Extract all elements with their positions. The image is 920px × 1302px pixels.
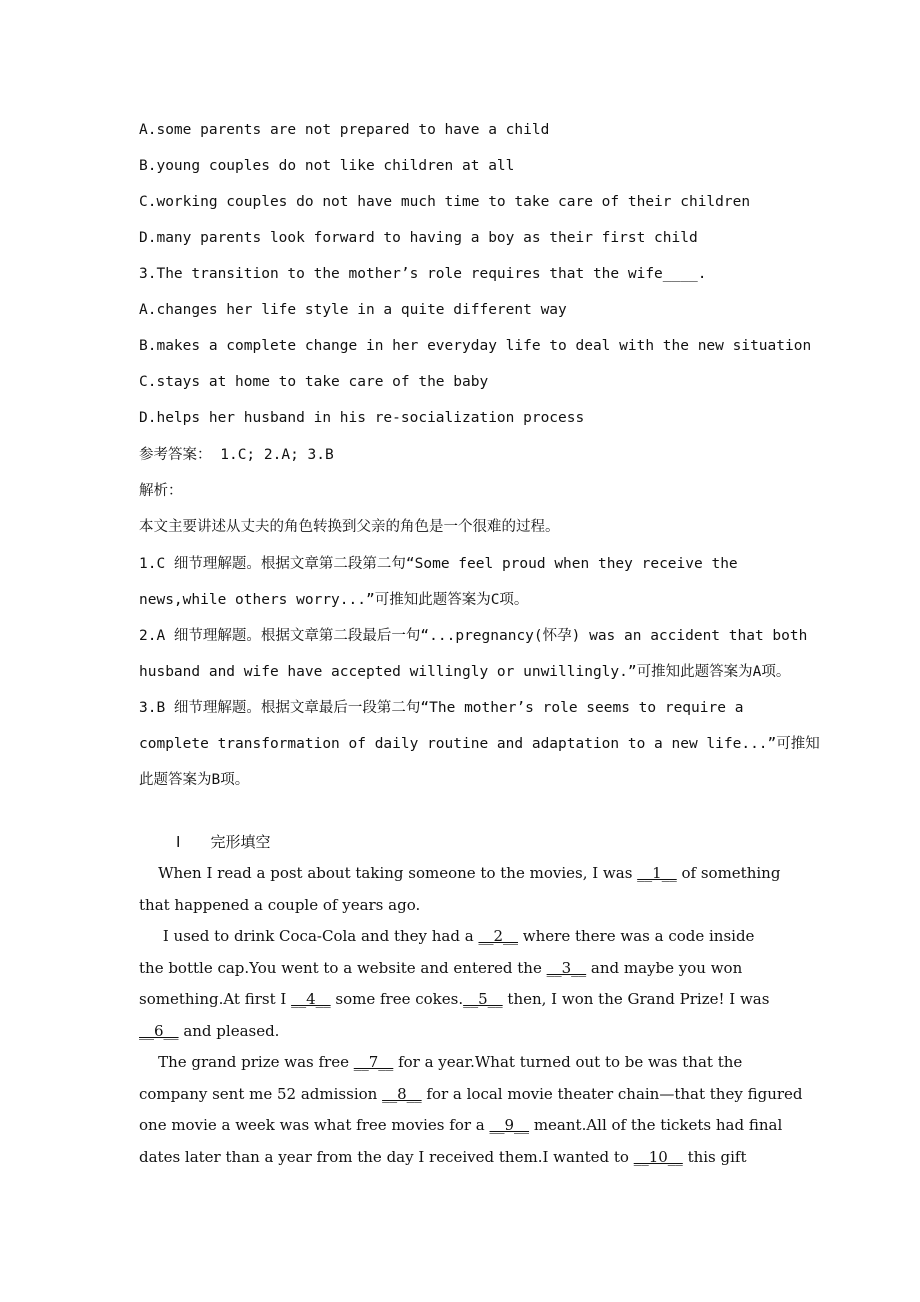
cloze-p2-line3 (139, 989, 769, 1009)
analysis-item2-line1: 2.A 细节理解题。根据文章第二段最后一句“...pregnancy(怀孕) was an accident that both (139, 628, 808, 644)
cloze-p3-line1 (139, 1052, 742, 1072)
cloze-p1-line2: that happened a couple of years ago. (139, 896, 421, 914)
section-title: 完形填空 (210, 833, 271, 851)
q2-option-b: B.young couples do not like children at all (139, 158, 515, 174)
analysis-item3-line3: 此题答案为B项。 (139, 772, 250, 788)
blank-5: __5__ (463, 990, 503, 1008)
text-run: company sent me 52 admission (139, 1085, 383, 1103)
blank-2: __2__ (478, 927, 519, 945)
blank-8: __8__ (382, 1085, 422, 1103)
answer-line (139, 445, 334, 465)
analysis-item1-line1: 1.C 细节理解题。根据文章第二段第二句“Some feel proud when they receive the (139, 556, 738, 572)
cloze-p3-line4 (139, 1147, 747, 1167)
cloze-p1-line1 (139, 863, 780, 883)
analysis-label: 解析： (139, 483, 183, 499)
blank-7: __7__ (353, 1053, 394, 1071)
q2-option-a: A.some parents are not prepared to have a child (139, 122, 550, 138)
blank-9: __9__ (489, 1116, 530, 1134)
text-run: this gift (682, 1148, 747, 1166)
text-run: The grand prize was free (139, 1053, 354, 1071)
text-run: one movie a week was what free movies for a (139, 1116, 490, 1134)
q3-option-b: B.makes a complete change in her everyday life to deal with the new situation (139, 338, 812, 354)
cloze-p3-line2 (139, 1084, 803, 1104)
cloze-p2-line4 (139, 1021, 279, 1041)
section-heading (176, 832, 270, 852)
analysis-summary: 本文主要讲述从丈夫的角色转换到父亲的角色是一个很难的过程。 (139, 519, 560, 535)
q3-stem: 3.The transition to the mother’s role requires that the wife____. (139, 266, 707, 282)
blank-3: __3__ (546, 959, 587, 977)
q3-option-c: C.stays at home to take care of the baby (139, 374, 489, 390)
text-run: then, I won the Grand Prize! I was (502, 990, 770, 1008)
text-run: for a local movie theater chain—that they figured (421, 1085, 803, 1103)
cloze-p2-line2 (139, 958, 742, 978)
blank-10: __10__ (633, 1148, 683, 1166)
text-run: When I read a post about taking someone to the movies, I was (139, 864, 638, 882)
answer-value: 1.C; 2.A; 3.B (211, 447, 334, 463)
analysis-item3-line1: 3.B 细节理解题。根据文章最后一段第二句“The mother’s role seems to require a (139, 700, 744, 716)
q3-option-a: A.changes her life style in a quite different way (139, 302, 567, 318)
analysis-item3-line2: complete transformation of daily routine and adaptation to a new life...”可推知 (139, 736, 820, 752)
text-run: for a year.What turned out to be was that the (393, 1053, 743, 1071)
text-run: I used to drink Coca-Cola and they had a (139, 927, 479, 945)
text-run: meant.All of the tickets had final (529, 1116, 783, 1134)
cloze-p3-line3 (139, 1115, 782, 1135)
blank-4: __4__ (291, 990, 331, 1008)
cloze-p2-line1 (139, 926, 754, 946)
q3-option-d: D.helps her husband in his re-socialization process (139, 410, 585, 426)
text-run: the bottle cap.You went to a website and entered the (139, 959, 547, 977)
text-run: some free cokes. (330, 990, 464, 1008)
text-run: something.At first I (139, 990, 292, 1008)
analysis-item1-line2: news,while others worry...”可推知此题答案为C项。 (139, 592, 529, 608)
analysis-item2-line2: husband and wife have accepted willingly or unwillingly.”可推知此题答案为A项。 (139, 664, 791, 680)
blank-6: __6__ (139, 1022, 179, 1040)
q2-option-c: C.working couples do not have much time to take care of their children (139, 194, 751, 210)
text-run: where there was a code inside (518, 927, 755, 945)
text-run: and maybe you won (586, 959, 743, 977)
blank-1: __1__ (637, 864, 677, 882)
q2-option-d: D.many parents look forward to having a boy as their first child (139, 230, 698, 246)
answer-label: 参考答案： (139, 447, 212, 463)
section-number: Ⅰ (176, 833, 181, 851)
text-run: and pleased. (178, 1022, 280, 1040)
text-run: of something (676, 864, 781, 882)
text-run: dates later than a year from the day I received them.I wanted to (139, 1148, 634, 1166)
